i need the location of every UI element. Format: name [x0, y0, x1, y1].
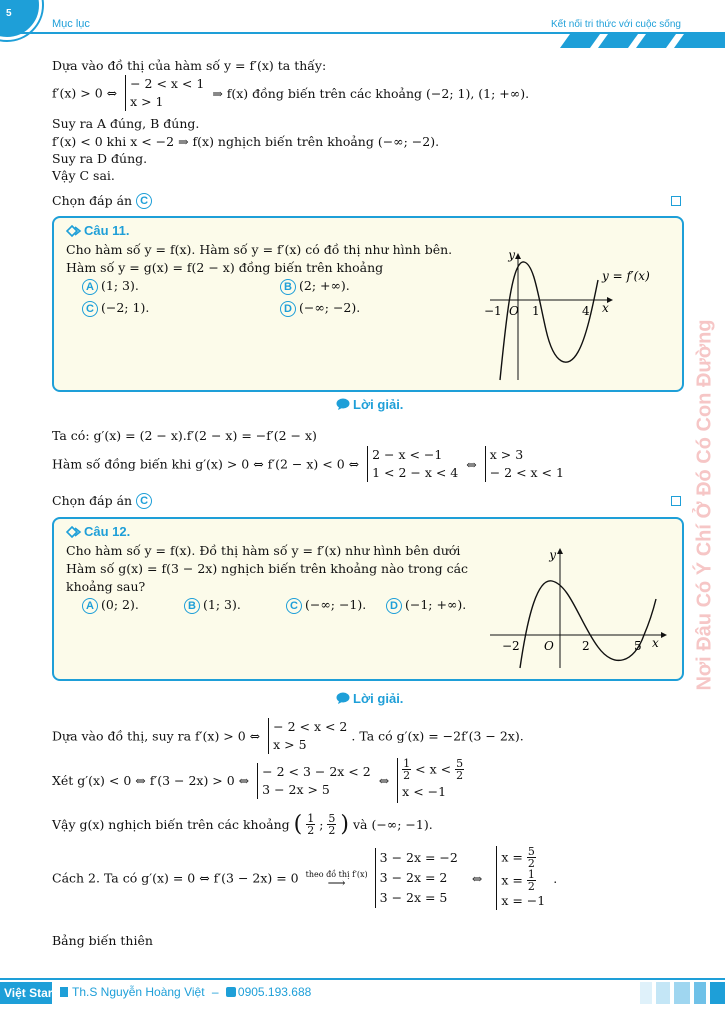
q11-option-b[interactable]: B (2; +∞). [280, 278, 350, 295]
q12-tick-2: 2 [582, 639, 590, 653]
diamond-arrow-icon [66, 225, 82, 237]
q12-origin: O [544, 639, 554, 653]
speech-bubble-icon [336, 398, 350, 410]
q11-x-axis-label: x [602, 301, 609, 315]
q12-text-1: Cho hàm số y = f(x). Đồ thị hàm số y = f′(x) như hình bên dưới [66, 543, 461, 558]
diamond-arrow-icon [66, 526, 82, 538]
watermark: Nơi Đâu Có Ý Chí Ở Đó Có Con Đường [693, 319, 716, 691]
question-11-title: Câu 11. [84, 223, 130, 238]
footer-brand: Việt Star [0, 982, 52, 1004]
q12-y-axis-label: y [549, 548, 556, 562]
intro-line-2: f′(x) > 0 ⇔ − 2 < x < 1 x > 1 ⇒ f(x) đồng biến trên các khoảng (−2; 1), (1; +∞). [52, 76, 530, 109]
q11-text-2: Hàm số y = g(x) = f(2 − x) đồng biến trên khoảng [66, 260, 384, 275]
q11-y-axis-label: y [508, 248, 515, 262]
page-number: 5 [6, 8, 12, 19]
q11-origin: O [509, 304, 519, 318]
q12-derivative-graph [486, 543, 676, 673]
q12-sol-line-5: Bảng biến thiên [52, 933, 153, 948]
q11-curve-label: y = f′(x) [602, 269, 650, 283]
intro-line-1: Dựa vào đồ thị của hàm số y = f′(x) ta thấy: [52, 58, 327, 73]
phone-icon [226, 987, 236, 997]
header-stripes [560, 34, 725, 48]
answer-line-11: Chọn đáp án C [52, 492, 155, 509]
q11-derivative-graph [482, 240, 672, 385]
q11-sol-line-2: Hàm số đồng biến khi g′(x) > 0 ⇔ f′(2 − x) < 0 ⇔ 2 − x < −1 1 < 2 − x < 4 ⇔ x > 3 − 2 < x < 1 [52, 447, 564, 480]
intro-line-6: Vậy C sai. [52, 168, 115, 183]
answer-line-10: Chọn đáp án C [52, 192, 155, 209]
q12-text-2: Hàm số g(x) = f(3 − 2x) nghịch biến trên khoảng nào trong các [66, 561, 469, 576]
q11-option-d[interactable]: D (−∞; −2). [280, 300, 360, 317]
answer-badge: C [136, 193, 152, 209]
q12-option-d[interactable]: D (−1; +∞). [386, 597, 466, 614]
q11-tick-1: 1 [532, 304, 540, 318]
q12-sol-line-3: Vậy g(x) nghịch biến trên các khoảng ( $\frac{1}{2}$ ; $\frac{5}{2}$ ) và (−∞; −1). [52, 812, 433, 837]
page-number-badge [0, 0, 42, 40]
document-icon [60, 987, 68, 997]
q12-option-c[interactable]: C (−∞; −1). [286, 597, 366, 614]
q12-text-3: khoảng sau? [66, 579, 146, 594]
footer-rule [0, 978, 725, 980]
question-12-title: Câu 12. [84, 524, 131, 539]
end-square-icon [671, 196, 681, 206]
q11-text-1: Cho hàm số y = f(x). Hàm số y = f′(x) có đồ thị như hình bên. [66, 242, 453, 257]
toc-link[interactable]: Mục lục [52, 18, 90, 30]
intro-line-4: f′(x) < 0 khi x < −2 ⇒ f(x) nghịch biến trên khoảng (−∞; −2). [52, 134, 440, 149]
q11-solution-title: Lời giải. [353, 397, 404, 412]
footer-contact: Th.S Nguyễn Hoàng Việt – 0905.193.688 [60, 985, 311, 999]
q12-sol-line-1: Dựa vào đồ thị, suy ra f′(x) > 0 ⇔ − 2 < x < 2 x > 5 . Ta có g′(x) = −2f′(3 − 2x). [52, 719, 524, 752]
q11-sol-line-1: Ta có: g′(x) = (2 − x).f′(2 − x) = −f′(2 − x) [52, 428, 317, 443]
footer-stripes [640, 982, 725, 1004]
q12-tick-5: 5 [634, 639, 642, 653]
q12-sol-line-4: Cách 2. Ta có g′(x) = 0 ⇔ f′(3 − 2x) = 0 theo đồ thị f′(x) ⟶ 3 − 2x = −2 3 − 2x = 2 3 − 2x = 5 ⇔ x = $\frac{5}{2}$ x = $\frac{1}{2}$ x = −1 . [52, 845, 558, 908]
q12-tick-minus2: −2 [502, 639, 520, 653]
header-slogan: Kết nối tri thức với cuộc sống [551, 19, 681, 30]
q11-option-c[interactable]: C (−2; 1). [82, 300, 149, 317]
end-square-icon [671, 496, 681, 506]
q11-tick-minus1: −1 [484, 304, 502, 318]
intro-line-5: Suy ra D đúng. [52, 151, 148, 166]
q11-option-a[interactable]: A (1; 3). [82, 278, 139, 295]
answer-badge: C [136, 493, 152, 509]
speech-bubble-icon [336, 692, 350, 704]
q12-x-axis-label: x [652, 636, 659, 650]
intro-line-3: Suy ra A đúng, B đúng. [52, 116, 200, 131]
header-rule [0, 32, 725, 34]
q12-solution-title: Lời giải. [353, 691, 404, 706]
q12-sol-line-2: Xét g′(x) < 0 ⇔ f′(3 − 2x) > 0 ⇔ − 2 < 3 − 2x < 2 3 − 2x > 5 ⇔ $\frac{1}{2}$ < x < $\frac{5}{2}$ x < −1 [52, 758, 464, 803]
q12-option-a[interactable]: A (0; 2). [82, 597, 139, 614]
q11-tick-4: 4 [582, 304, 590, 318]
q12-option-b[interactable]: B (1; 3). [184, 597, 241, 614]
